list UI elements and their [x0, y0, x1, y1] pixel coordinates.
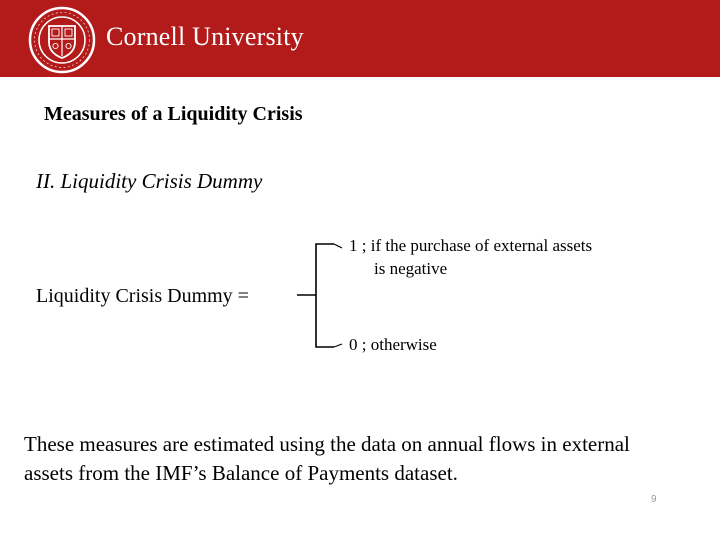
case-zero-text: 0 ; otherwise — [349, 335, 437, 354]
header-bar — [0, 0, 720, 77]
data-source-note: These measures are estimated using the data on annual flows in external assets from the IMF’s Balance of Payments dataset. — [24, 432, 630, 485]
cornell-seal-icon — [28, 6, 96, 74]
slide-subtitle: II. Liquidity Crisis Dummy — [36, 169, 263, 193]
dummy-definition-label: Liquidity Crisis Dummy = — [36, 285, 249, 307]
case-one-text — [349, 234, 592, 280]
case-one-line2: is negative — [374, 259, 448, 278]
page-number: 9 — [651, 494, 657, 505]
case-one-line1: 1 ; if the purchase of external assets — [349, 236, 593, 255]
university-name: Cornell University — [106, 22, 304, 51]
slide-title: Measures of a Liquidity Crisis — [44, 103, 303, 125]
